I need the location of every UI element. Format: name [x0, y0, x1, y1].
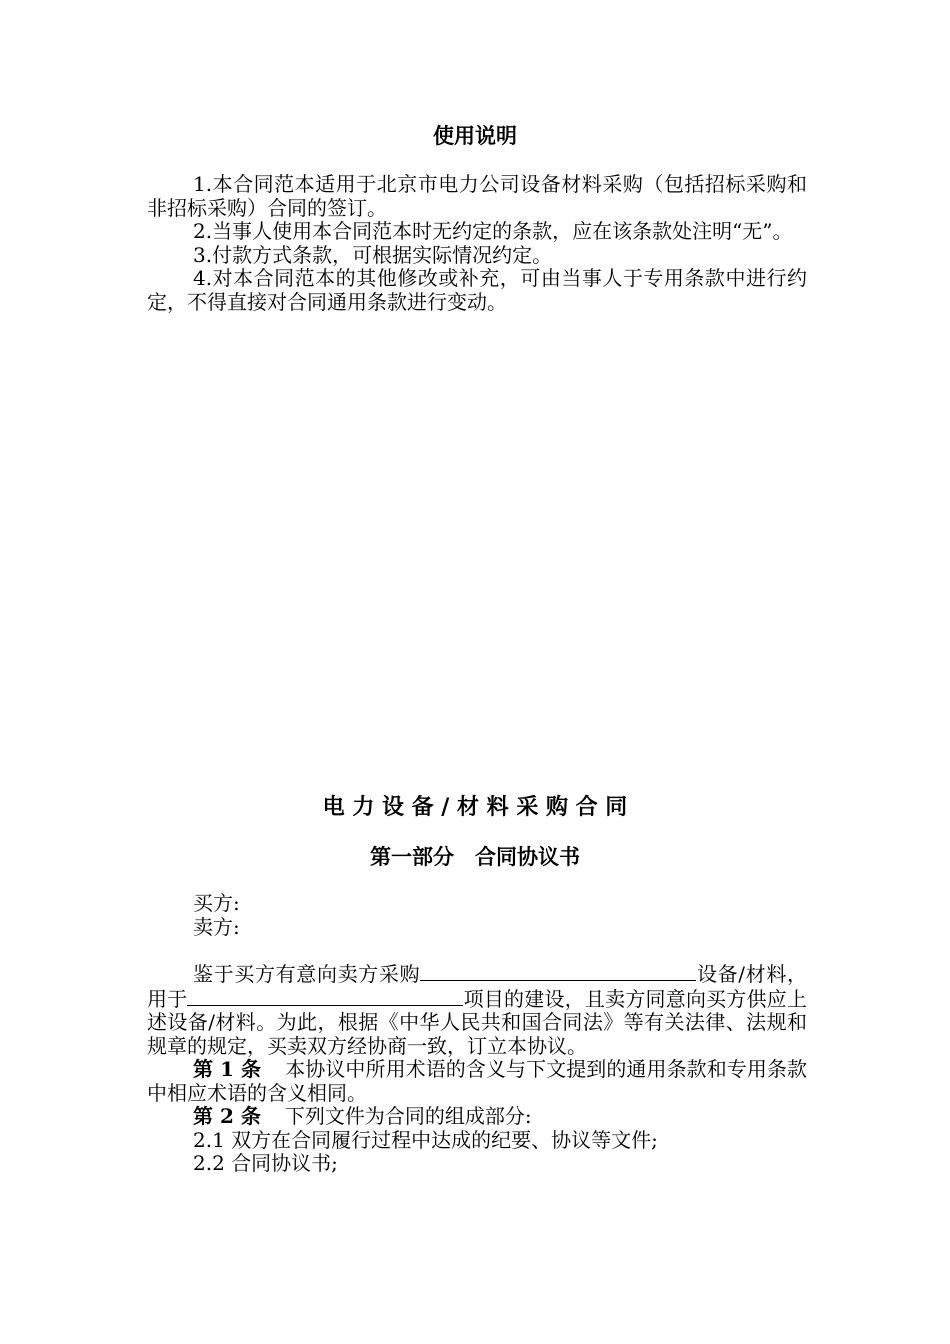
instructions-title: 使用说明 [433, 123, 517, 148]
seller-label: 卖方: [193, 914, 240, 939]
instruction-item-3: 3.付款方式条款，可根据实际情况约定。 [193, 242, 553, 267]
instruction-item-2: 2.当事人使用本合同范本时无约定的条款，应在该条款处注明“无”。 [193, 219, 793, 243]
article-2-text: 下列文件为合同的组成部分: [284, 1104, 532, 1128]
parties [147, 892, 807, 939]
buyer-label: 买方: [193, 891, 240, 915]
contract-title: 电 力 设 备 / 材 料 采 购 合 同 [322, 794, 628, 820]
instruction-item-4: 4.对本合同范本的其他修改或补充，可由当事人于专用条款中进行约定，不得直接对合同通用条款进行变动。 [147, 266, 807, 314]
article-2 [147, 1105, 807, 1129]
article-1-text: 本协议中所用术语的含义与下文提到的通用条款和专用条款中相应术语的含义相同。 [147, 1057, 808, 1105]
preamble-part-3: 项目的建设，且卖方同意向买方供应上述设备/材料。为此，根据《中华人民共和国合同法》等有关法律、法规和规章的规定，买卖双方经协商一致，订立本协议。 [147, 986, 808, 1058]
instructions-list [147, 173, 807, 314]
preamble-part-2: 设备/材料，用于 [147, 962, 807, 1011]
article-1-label: 第 1 条 [193, 1057, 262, 1081]
instruction-item-1: 1.本合同范本适用于北京市电力公司设备材料采购（包括招标采购和非招标采购）合同的签订。 [147, 172, 807, 220]
preamble-part-1: 鉴于买方有意向卖方采购 [193, 962, 421, 986]
preamble [147, 962, 807, 1058]
article-1 [147, 1058, 807, 1105]
contract-body [147, 962, 807, 1176]
part-title: 第一部分 合同协议书 [370, 844, 580, 869]
equipment-blank[interactable] [420, 962, 696, 981]
clause-2-2: 2.2 合同协议书; [193, 1151, 338, 1175]
article-2-label: 第 2 条 [193, 1104, 261, 1128]
project-blank[interactable] [187, 987, 463, 1006]
clause-2-1: 2.1 双方在合同履行过程中达成的纪要、协议等文件; [193, 1127, 658, 1152]
